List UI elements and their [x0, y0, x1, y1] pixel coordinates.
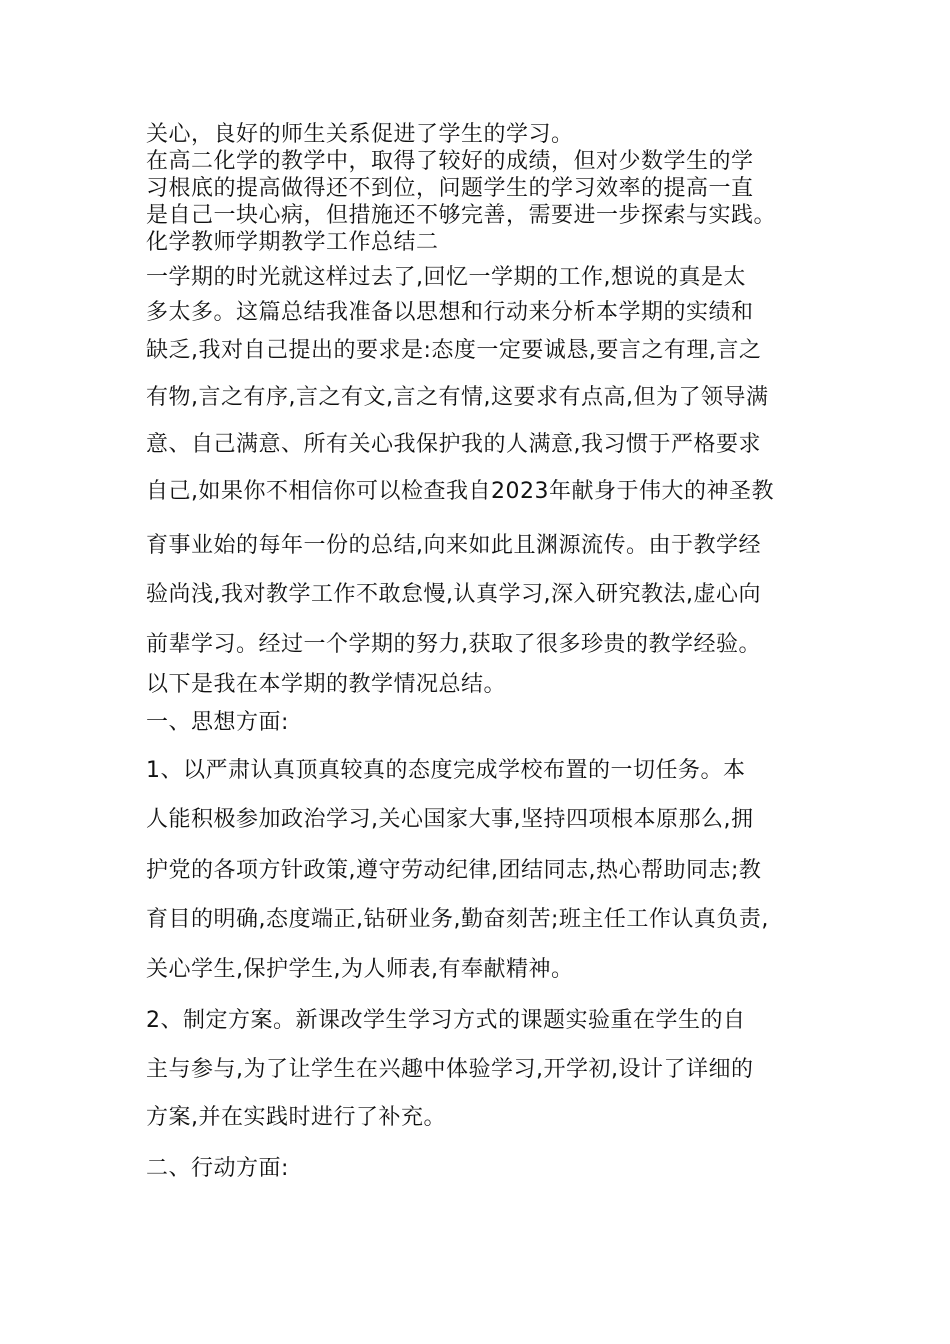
text-line: 方案,并在实践时进行了补充。	[146, 1105, 446, 1130]
text-line: 自己,如果你不相信你可以检查我自2023年献身于伟大的神圣教	[146, 479, 774, 504]
text-line: 1、以严肃认真顶真较真的态度完成学校布置的一切任务。本	[146, 758, 746, 783]
text-line: 护党的各项方针政策,遵守劳动纪律,团结同志,热心帮助同志;教	[146, 858, 762, 883]
text-line: 意、自己满意、所有关心我保护我的人满意,我习惯于严格要求	[146, 432, 761, 457]
text-line: 关心，良好的师生关系促进了学生的学习。	[146, 122, 574, 147]
section-heading: 二、行动方面:	[146, 1156, 289, 1181]
text-line: 育目的明确,态度端正,钻研业务,勤奋刻苦;班主任工作认真负责,	[146, 907, 769, 932]
text-line: 人能积极参加政治学习,关心国家大事,坚持四项根本原那么,拥	[146, 807, 754, 832]
section-heading: 化学教师学期教学工作总结二	[146, 230, 439, 255]
text-line: 2、制定方案。新课改学生学习方式的课题实验重在学生的自	[146, 1008, 746, 1033]
text-line: 在高二化学的教学中，取得了较好的成绩，但对少数学生的学	[146, 149, 754, 174]
text-line: 育事业始的每年一份的总结,向来如此且渊源流传。由于教学经	[146, 533, 761, 558]
text-line: 以下是我在本学期的教学情况总结。	[146, 672, 507, 697]
text-line: 缺乏,我对自己提出的要求是:态度一定要诚恳,要言之有理,言之	[146, 338, 762, 363]
text-line: 多太多。这篇总结我准备以思想和行动来分析本学期的实绩和	[146, 300, 754, 325]
text-line: 关心学生,保护学生,为人师表,有奉献精神。	[146, 957, 574, 982]
text-line: 验尚浅,我对教学工作不敢怠慢,认真学习,深入研究教法,虚心向	[146, 582, 761, 607]
text-line: 有物,言之有序,言之有文,言之有情,这要求有点高,但为了领导满	[146, 385, 769, 410]
section-heading: 一、思想方面:	[146, 710, 289, 735]
text-line: 习根底的提高做得还不到位，问题学生的学习效率的提高一直	[146, 176, 754, 201]
text-line: 主与参与,为了让学生在兴趣中体验学习,开学初,设计了详细的	[146, 1057, 754, 1082]
text-line: 一学期的时光就这样过去了,回忆一学期的工作,想说的真是太	[146, 265, 746, 290]
text-line: 是自己一块心病，但措施还不够完善，需要进一步探索与实践。	[146, 203, 777, 228]
text-line: 前辈学习。经过一个学期的努力,获取了很多珍贵的教学经验。	[146, 632, 761, 657]
